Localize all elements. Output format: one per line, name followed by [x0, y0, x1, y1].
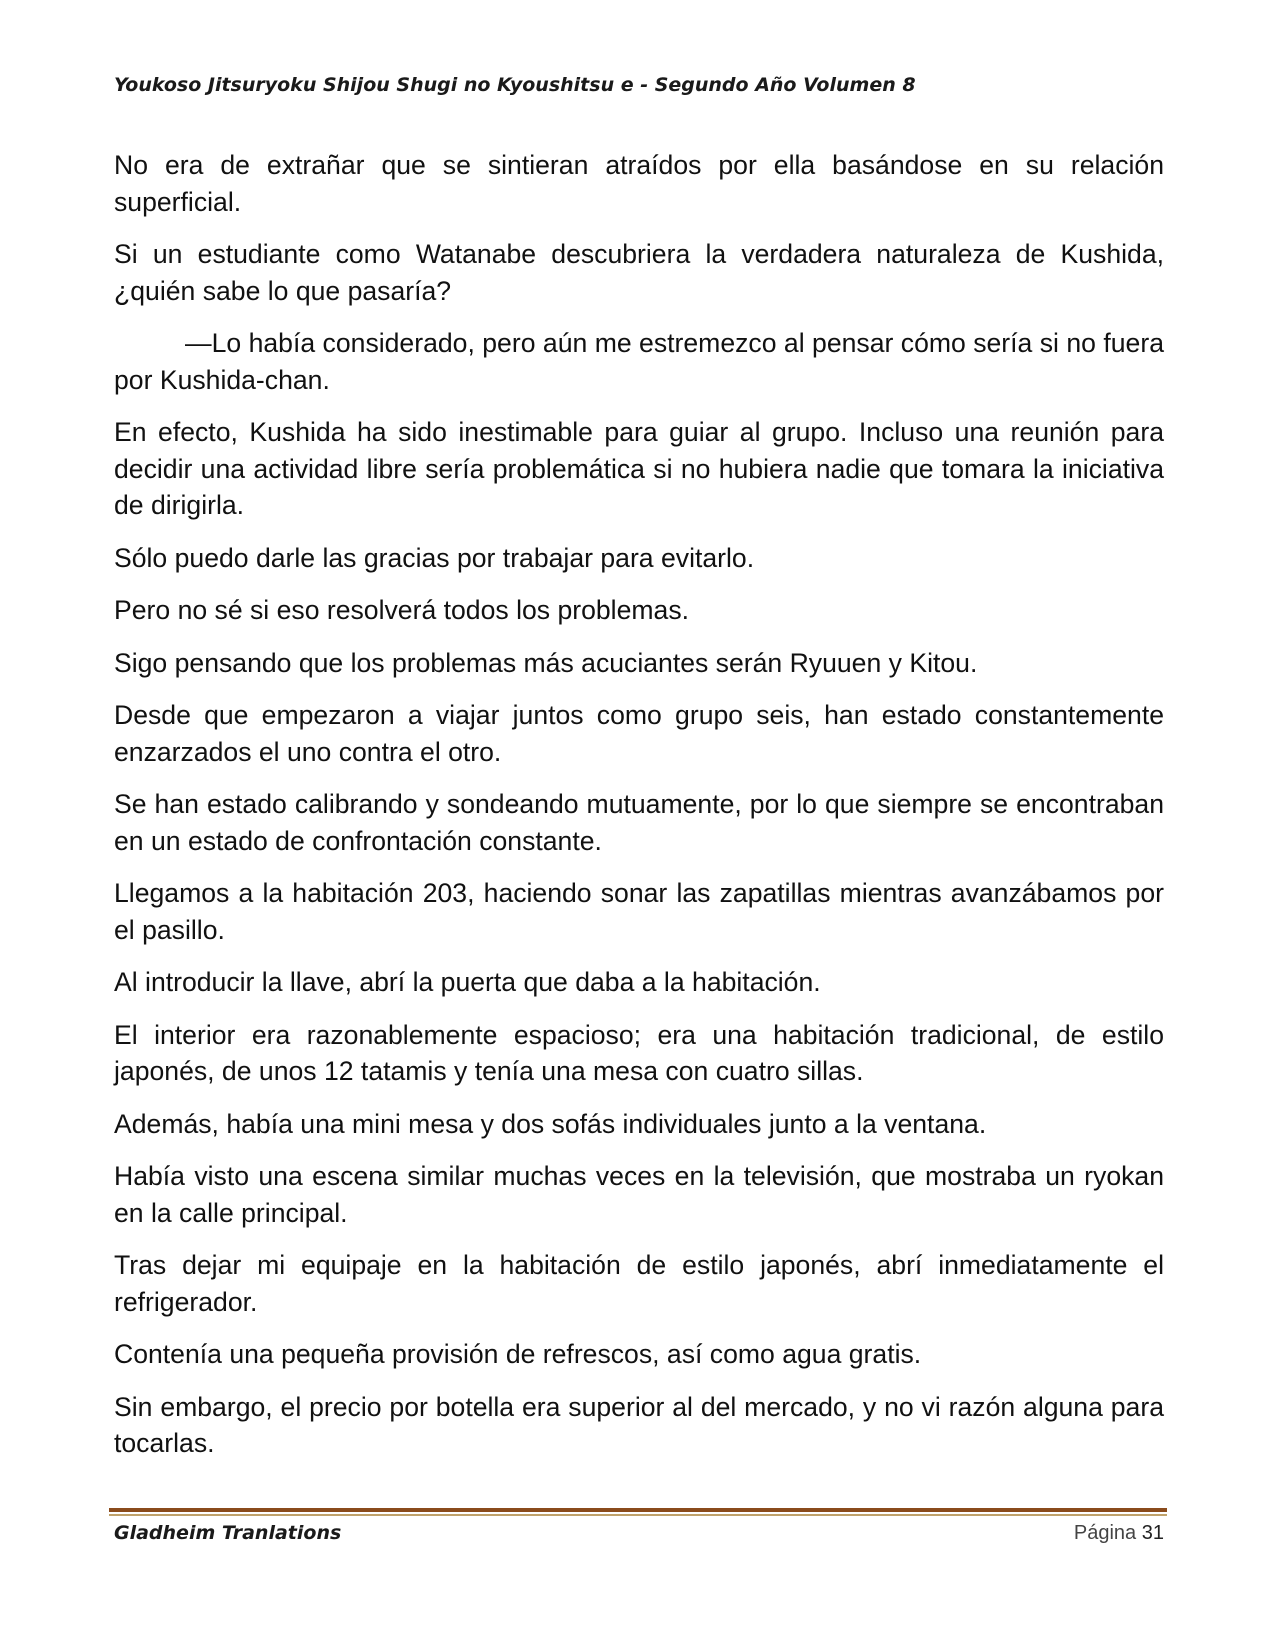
paragraph: Había visto una escena similar muchas veces en la televisión, que mostraba un ryokan en la calle principal.: [114, 1161, 1164, 1228]
paragraph: Tras dejar mi equipaje en la habitación de estilo japonés, abrí inmediatamente el refrigerador.: [114, 1250, 1164, 1317]
paragraph: Sólo puedo darle las gracias por trabajar para evitarlo.: [114, 542, 755, 573]
paragraph: Sigo pensando que los problemas más acuciantes serán Ryuuen y Kitou.: [114, 647, 978, 678]
footer-rule-light: [109, 1514, 1167, 1516]
paragraph: Se han estado calibrando y sondeando mutuamente, por lo que siempre se encontraban en un estado de confrontación constante.: [114, 789, 1164, 856]
paragraph: Pero no sé si eso resolverá todos los problemas.: [114, 595, 690, 625]
page-label: Página: [1073, 1522, 1137, 1544]
paragraph: Si un estudiante como Watanabe descubriera la verdadera naturaleza de Kushida, ¿quién sabe lo que pasaría?: [114, 239, 1164, 306]
paragraph: Desde que empezaron a viajar juntos como grupo seis, han estado constantemente enzarzados el uno contra el otro.: [114, 700, 1164, 767]
body-text: [114, 147, 1164, 1478]
page-number-value: 31: [1141, 1522, 1164, 1544]
footer-publisher: Gladheim Tranlations: [114, 1522, 342, 1544]
paragraph: Llegamos a la habitación 203, haciendo sonar las zapatillas mientras avanzábamos por el pasillo.: [114, 878, 1164, 945]
paragraph-dialogue: —Lo había considerado, pero aún me estremezco al pensar cómo sería si no fuera por Kushida-chan.: [114, 328, 1164, 395]
paragraph: El interior era razonablemente espacioso; era una habitación tradicional, de estilo japonés, de unos 12 tatamis y tenía una mesa con cuatro sillas.: [114, 1019, 1164, 1086]
paragraph: Además, había una mini mesa y dos sofás individuales junto a la ventana.: [114, 1108, 987, 1139]
paragraph: Contenía una pequeña provisión de refrescos, así como agua gratis.: [114, 1339, 922, 1369]
paragraph: No era de extrañar que se sintieran atraídos por ella basándose en su relación superficial.: [114, 150, 1164, 217]
page-number: [1074, 1522, 1164, 1545]
footer-rule-dark: [109, 1508, 1167, 1512]
paragraph: Al introducir la llave, abrí la puerta que daba a la habitación.: [114, 967, 821, 997]
running-header: Youkoso Jitsuryoku Shijou Shugi no Kyoushitsu e - Segundo Año Volumen 8: [114, 74, 916, 96]
paragraph: En efecto, Kushida ha sido inestimable para guiar al grupo. Incluso una reunión para decidir una actividad libre sería problemática si no hubiera nadie que tomara la iniciativa de dirigirla.: [114, 417, 1164, 520]
paragraph: Sin embargo, el precio por botella era superior al del mercado, y no vi razón alguna para tocarlas.: [114, 1391, 1164, 1458]
